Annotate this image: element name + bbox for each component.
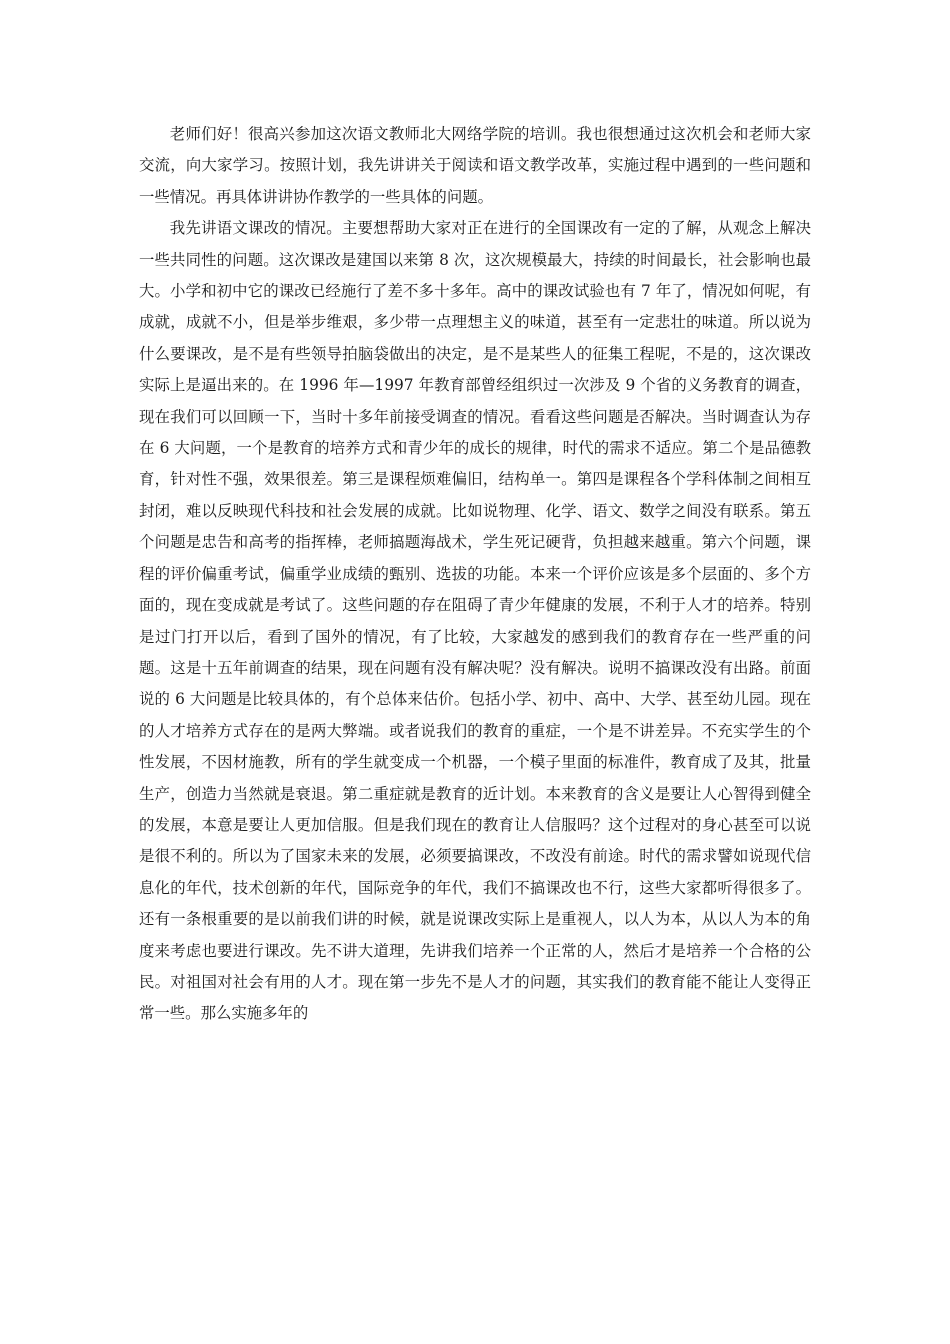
paragraph-greeting: 老师们好！很高兴参加这次语文教师北大网络学院的培训。我也很想通过这次机会和老师大家交流，向大家学习。按照计划，我先讲讲关于阅读和语文教学改革，实施过程中遇到的一些问题和一些情况。再具体讲讲协作教学的一些具体的问题。 <box>139 125 811 206</box>
paragraph-curriculum-reform: 我先讲语文课改的情况。主要想帮助大家对正在进行的全国课改有一定的了解，从观念上解决一些共同性的问题。这次课改是建国以来第 8 次，这次规模最大，持续的时间最长，社会影响也最大。小学和初中它的课改已经施行了差不多十多年。高中的课改试验也有 7 年了，情况如何呢，有成就，成就不小，但是举步维艰，多少带一点理想主义的味道，甚至有一定悲壮的味道。所以说为什么要课改，是不是有些领导拍脑袋做出的决定，是不是某些人的征集工程呢，不是的，这次课改实际上是逼出来的。在 1996 年—1997 年教育部曾经组织过一次涉及 9 个省的义务教育的调查，现在我们可以回顾一下，当时十多年前接受调查的情况。看看这些问题是否解决。当时调查认为存在 6 大问题，一个是教育的培养方式和青少年的成长的规律，时代的需求不适应。第二个是品德教育，针对性不强，效果很差。第三是课程烦难偏旧，结构单一。第四是课程各个学科体制之间相互封闭，难以反映现代科技和社会发展的成就。比如说物理、化学、语文、数学之间没有联系。第五个问题是忠告和高考的指挥棒，老师搞题海战术，学生死记硬背，负担越来越重。第六个问题，课程的评价偏重考试，偏重学业成绩的甄别、选拔的功能。本来一个评价应该是多个层面的、多个方面的，现在变成就是考试了。这些问题的存在阻碍了青少年健康的发展，不利于人才的培养。特别是过门打开以后，看到了国外的情况，有了比较，大家越发的感到我们的教育存在一些严重的问题。这是十五年前调查的结果，现在问题有没有解决呢？没有解决。说明不搞课改没有出路。前面说的 6 大问题是比较具体的，有个总体来估价。包括小学、初中、高中、大学、甚至幼儿园。现在的人才培养方式存在的是两大弊端。或者说我们的教育的重症，一个是不讲差异。不充实学生的个性发展，不因材施教，所有的学生就变成一个机器，一个模子里面的标准件，教育成了及其，批量生产，创造力当然就是衰退。第二重症就是教育的近计划。本来教育的含义是要让人心智得到健全的发展，本意是要让人更加信服。但是我们现在的教育让人信服吗？这个过程对的身心甚至可以说是很不利的。所以为了国家未来的发展，必须要搞课改，不改没有前途。时代的需求譬如说现代信息化的年代，技术创新的年代，国际竞争的年代，我们不搞课改也不行，这些大家都听得很多了。还有一条根重要的是以前我们讲的时候，就是说课改实际上是重视人，以人为本，从以人为本的角度来考虑也要进行课改。先不讲大道理，先讲我们培养一个正常的人，然后才是培养一个合格的公民。对祖国对社会有用的人才。现在第一步先不是人才的问题，其实我们的教育能不能让人变得正常一些。那么实施多年的 <box>139 219 811 1023</box>
document-body <box>139 119 811 1030</box>
